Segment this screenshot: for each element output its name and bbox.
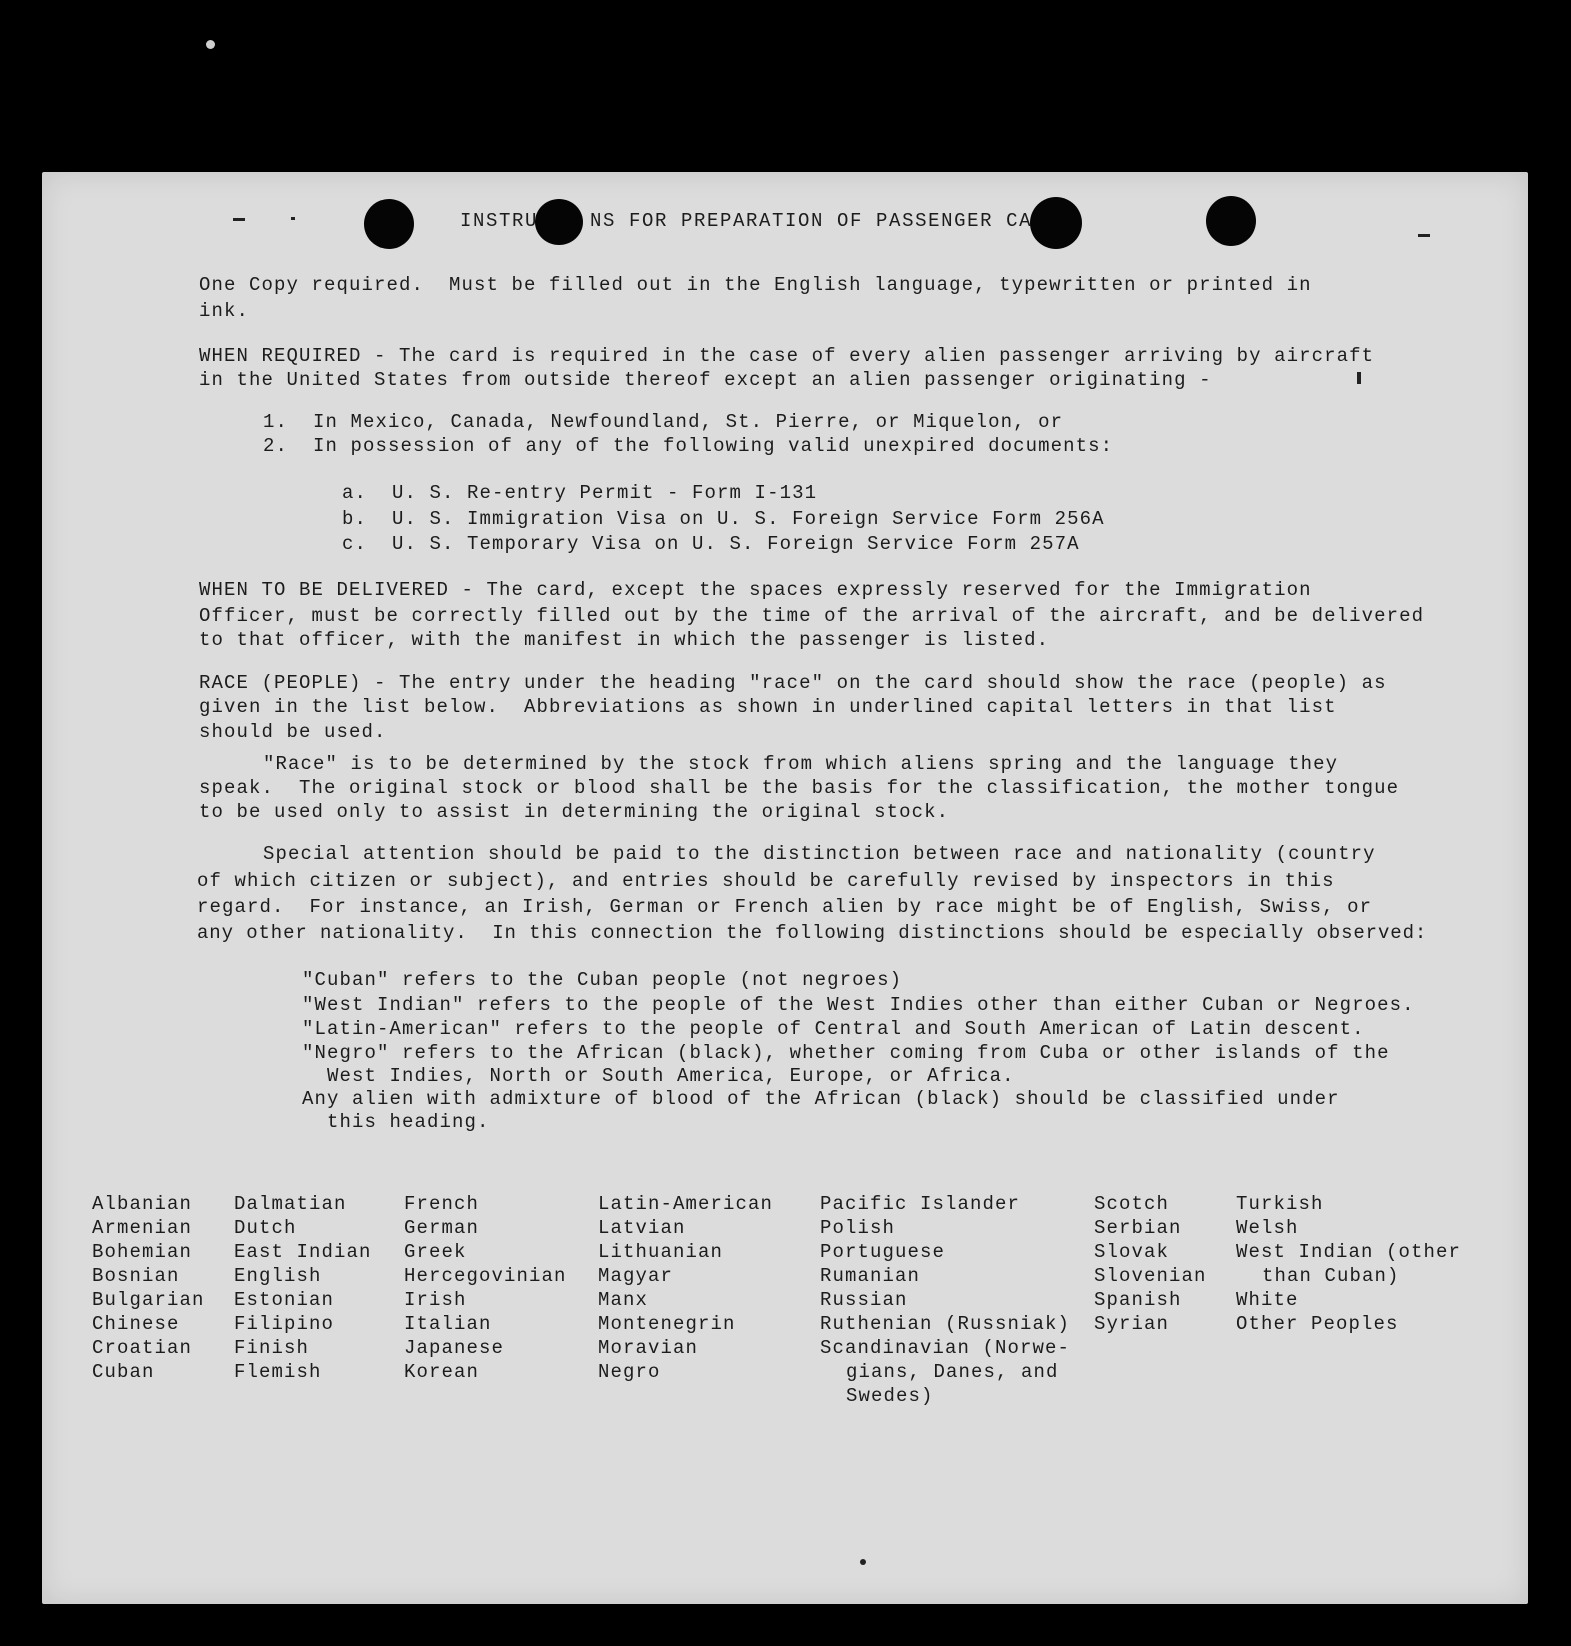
race-entry: Finish xyxy=(234,1337,310,1359)
paragraph-line: speak. The original stock or blood shall be the basis for the classification, the mother tongue xyxy=(199,777,1400,799)
race-entry: Estonian xyxy=(234,1289,335,1311)
race-entry: Italian xyxy=(404,1313,492,1335)
race-entry: Welsh xyxy=(1236,1217,1299,1239)
race-entry: Swedes) xyxy=(846,1385,934,1407)
paragraph-line: to that officer, with the manifest in which the passenger is listed. xyxy=(199,629,1050,651)
paragraph-line: of which citizen or subject), and entries should be carefully revised by inspectors in this xyxy=(197,870,1335,892)
lettered-item: c. U. S. Temporary Visa on U. S. Foreign Service Form 257A xyxy=(342,533,1080,555)
race-entry: Hercegovinian xyxy=(404,1265,567,1287)
race-entry: Magyar xyxy=(598,1265,674,1287)
race-entry: Turkish xyxy=(1236,1193,1324,1215)
race-entry: White xyxy=(1236,1289,1299,1311)
race-entry: Bohemian xyxy=(92,1241,193,1263)
race-entry: Negro xyxy=(598,1361,661,1383)
paragraph-line: One Copy required. Must be filled out in the English language, typewritten or printed in xyxy=(199,274,1312,296)
race-entry: West Indian (other xyxy=(1236,1241,1462,1263)
paragraph-line: RACE (PEOPLE) - The entry under the heading "race" on the card should show the race (people) as xyxy=(199,672,1387,694)
race-column-1 xyxy=(92,1192,205,1384)
paragraph-line: Officer, must be correctly filled out by the time of the arrival of the aircraft, and be delivered xyxy=(199,605,1425,627)
race-entry: Pacific Islander xyxy=(820,1193,1021,1215)
paragraph-line: regard. For instance, an Irish, German or French alien by race might be of English, Swiss, or xyxy=(197,896,1373,918)
distinction-line: "West Indian" refers to the people of the West Indies other than either Cuban or Negroes. xyxy=(302,994,1415,1016)
paragraph-line: in the United States from outside thereof except an alien passenger originating - xyxy=(199,369,1212,391)
race-entry: Polish xyxy=(820,1217,896,1239)
race-entry: Greek xyxy=(404,1241,467,1263)
race-entry: Latin-American xyxy=(598,1193,774,1215)
race-entry: Armenian xyxy=(92,1217,193,1239)
race-entry: French xyxy=(404,1193,480,1215)
race-entry: Russian xyxy=(820,1289,908,1311)
race-column-6 xyxy=(1094,1192,1207,1336)
paragraph-line: to be used only to assist in determining the original stock. xyxy=(199,801,950,823)
ink-mark xyxy=(1357,372,1361,384)
race-column-3 xyxy=(404,1192,567,1384)
punch-hole xyxy=(1206,196,1256,246)
dust-speck xyxy=(206,40,215,49)
race-entry: Bosnian xyxy=(92,1265,180,1287)
race-entry: Serbian xyxy=(1094,1217,1182,1239)
race-column-5 xyxy=(820,1192,1070,1408)
race-entry: than Cuban) xyxy=(1262,1265,1400,1287)
race-entry: Rumanian xyxy=(820,1265,921,1287)
race-entry: Slovenian xyxy=(1094,1265,1207,1287)
document-title: INSTRU NS FOR PREPARATION OF PASSENGER CA xyxy=(460,210,1033,232)
paragraph-line: WHEN REQUIRED - The card is required in the case of every alien passenger arriving by aircraft xyxy=(199,345,1375,367)
paragraph-line: any other nationality. In this connection the following distinctions should be especially observed: xyxy=(197,922,1428,944)
paragraph-line: given in the list below. Abbreviations as shown in underlined capital letters in that list xyxy=(199,696,1337,718)
race-entry: Filipino xyxy=(234,1313,335,1335)
race-entry: gians, Danes, and xyxy=(846,1361,1059,1383)
lettered-item: a. U. S. Re-entry Permit - Form I-131 xyxy=(342,482,818,504)
race-entry: Japanese xyxy=(404,1337,505,1359)
race-entry: Portuguese xyxy=(820,1241,946,1263)
race-entry: Other Peoples xyxy=(1236,1313,1399,1335)
race-entry: Moravian xyxy=(598,1337,699,1359)
race-entry: Scandinavian (Norwe- xyxy=(820,1337,1071,1359)
paragraph-line: WHEN TO BE DELIVERED - The card, except the spaces expressly reserved for the Immigration xyxy=(199,579,1312,601)
race-entry: Bulgarian xyxy=(92,1289,205,1311)
race-entry: Ruthenian (Russniak) xyxy=(820,1313,1071,1335)
race-entry: Dalmatian xyxy=(234,1193,347,1215)
punch-hole xyxy=(1030,197,1082,249)
race-entry: Slovak xyxy=(1094,1241,1170,1263)
distinction-line: Any alien with admixture of blood of the African (black) should be classified under xyxy=(302,1088,1340,1110)
race-entry: Montenegrin xyxy=(598,1313,736,1335)
race-entry: Dutch xyxy=(234,1217,297,1239)
race-column-2 xyxy=(234,1192,372,1384)
race-entry: Korean xyxy=(404,1361,480,1383)
race-entry: Spanish xyxy=(1094,1289,1182,1311)
ink-mark xyxy=(860,1559,866,1565)
race-column-4 xyxy=(598,1192,773,1384)
race-entry: Cuban xyxy=(92,1361,155,1383)
race-entry: Lithuanian xyxy=(598,1241,724,1263)
paragraph-line: "Race" is to be determined by the stock from which aliens spring and the language they xyxy=(263,753,1339,775)
race-entry: Scotch xyxy=(1094,1193,1170,1215)
paragraph-line: should be used. xyxy=(199,721,387,743)
ink-mark xyxy=(233,218,245,221)
race-entry: East Indian xyxy=(234,1241,372,1263)
numbered-item: 1. In Mexico, Canada, Newfoundland, St. Pierre, or Miquelon, or xyxy=(263,411,1064,433)
paragraph-line: ink. xyxy=(199,300,250,322)
distinction-line: "Negro" refers to the African (black), whether coming from Cuba or other islands of the xyxy=(302,1042,1390,1064)
ink-mark xyxy=(291,217,295,220)
race-entry: English xyxy=(234,1265,322,1287)
ink-mark xyxy=(1418,234,1430,237)
race-entry: Irish xyxy=(404,1289,467,1311)
race-entry: Albanian xyxy=(92,1193,193,1215)
paragraph-line: Special attention should be paid to the distinction between race and nationality (country xyxy=(263,843,1376,865)
race-entry: Latvian xyxy=(598,1217,686,1239)
numbered-item: 2. In possession of any of the following valid unexpired documents: xyxy=(263,435,1114,457)
punch-hole xyxy=(364,199,414,249)
distinction-line: this heading. xyxy=(302,1111,490,1133)
lettered-item: b. U. S. Immigration Visa on U. S. Foreign Service Form 256A xyxy=(342,508,1105,530)
distinction-line: "Latin-American" refers to the people of Central and South American of Latin descent. xyxy=(302,1018,1365,1040)
race-entry: Manx xyxy=(598,1289,649,1311)
distinction-line: "Cuban" refers to the Cuban people (not negroes) xyxy=(302,969,903,991)
race-entry: German xyxy=(404,1217,480,1239)
race-column-7 xyxy=(1236,1192,1461,1336)
race-entry: Chinese xyxy=(92,1313,180,1335)
distinction-line: West Indies, North or South America, Europe, or Africa. xyxy=(302,1065,1015,1087)
race-entry: Syrian xyxy=(1094,1313,1170,1335)
race-entry: Flemish xyxy=(234,1361,322,1383)
race-entry: Croatian xyxy=(92,1337,193,1359)
